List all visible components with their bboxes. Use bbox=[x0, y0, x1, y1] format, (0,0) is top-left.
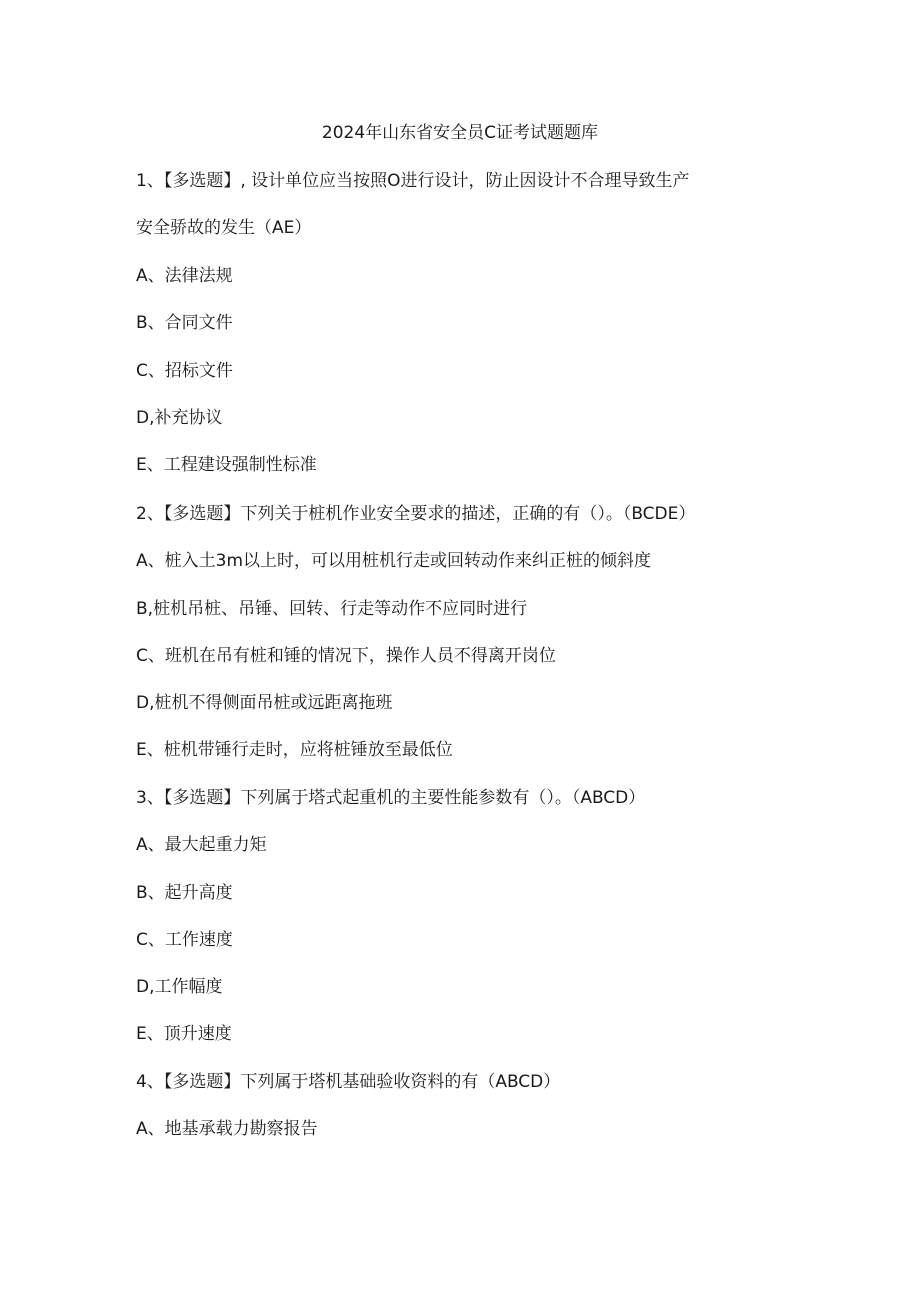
question-1-stem-line-1: 1、【多选题】, 设计单位应当按照O进行设计，防止因设计不合理导致生产 bbox=[136, 171, 690, 191]
question-2-option-b: B,桩机吊桩、吊锤、回转、行走等动作不应同时进行 bbox=[136, 599, 528, 619]
question-2-option-a: A、桩入土3m以上时，可以用桩机行走或回转动作来纠正桩的倾斜度 bbox=[136, 551, 652, 571]
question-3-stem: 3、【多选题】下列属于塔式起重机的主要性能参数有（）。（ABCD） bbox=[136, 788, 646, 808]
question-3-option-b: B、起升高度 bbox=[136, 883, 233, 903]
question-1-stem-line-2: 安全骄故的发生（AE） bbox=[136, 218, 312, 238]
question-3-option-a: A、最大起重力矩 bbox=[136, 835, 267, 855]
question-2-option-d: D,桩机不得侧面吊桩或远距离拖班 bbox=[136, 693, 393, 713]
question-3-option-e: E、顶升速度 bbox=[136, 1024, 232, 1044]
question-2-option-e: E、桩机带锤行走时，应将桩锤放至最低位 bbox=[136, 740, 453, 760]
question-4-option-a: A、地基承载力勘察报告 bbox=[136, 1119, 318, 1139]
document-title: 2024年山东省安全员C证考试题题库 bbox=[321, 123, 599, 143]
question-2-option-c: C、班机在吊有桩和锤的情况下，操作人员不得离开岗位 bbox=[136, 646, 556, 666]
question-1-option-a: A、法律法规 bbox=[136, 266, 233, 286]
question-1-option-d: D,补充协议 bbox=[136, 408, 223, 428]
question-3-option-c: C、工作速度 bbox=[136, 930, 233, 950]
question-2-stem: 2、【多选题】下列关于桩机作业安全要求的描述，正确的有（）。（BCDE） bbox=[136, 504, 696, 524]
question-1-option-b: B、合同文件 bbox=[136, 313, 233, 333]
question-3-option-d: D,工作幅度 bbox=[136, 977, 223, 997]
question-1-option-c: C、招标文件 bbox=[136, 361, 233, 381]
question-4-stem: 4、【多选题】下列属于塔机基础验收资料的有（ABCD） bbox=[136, 1072, 561, 1092]
question-1-option-e: E、工程建设强制性标准 bbox=[136, 455, 317, 475]
